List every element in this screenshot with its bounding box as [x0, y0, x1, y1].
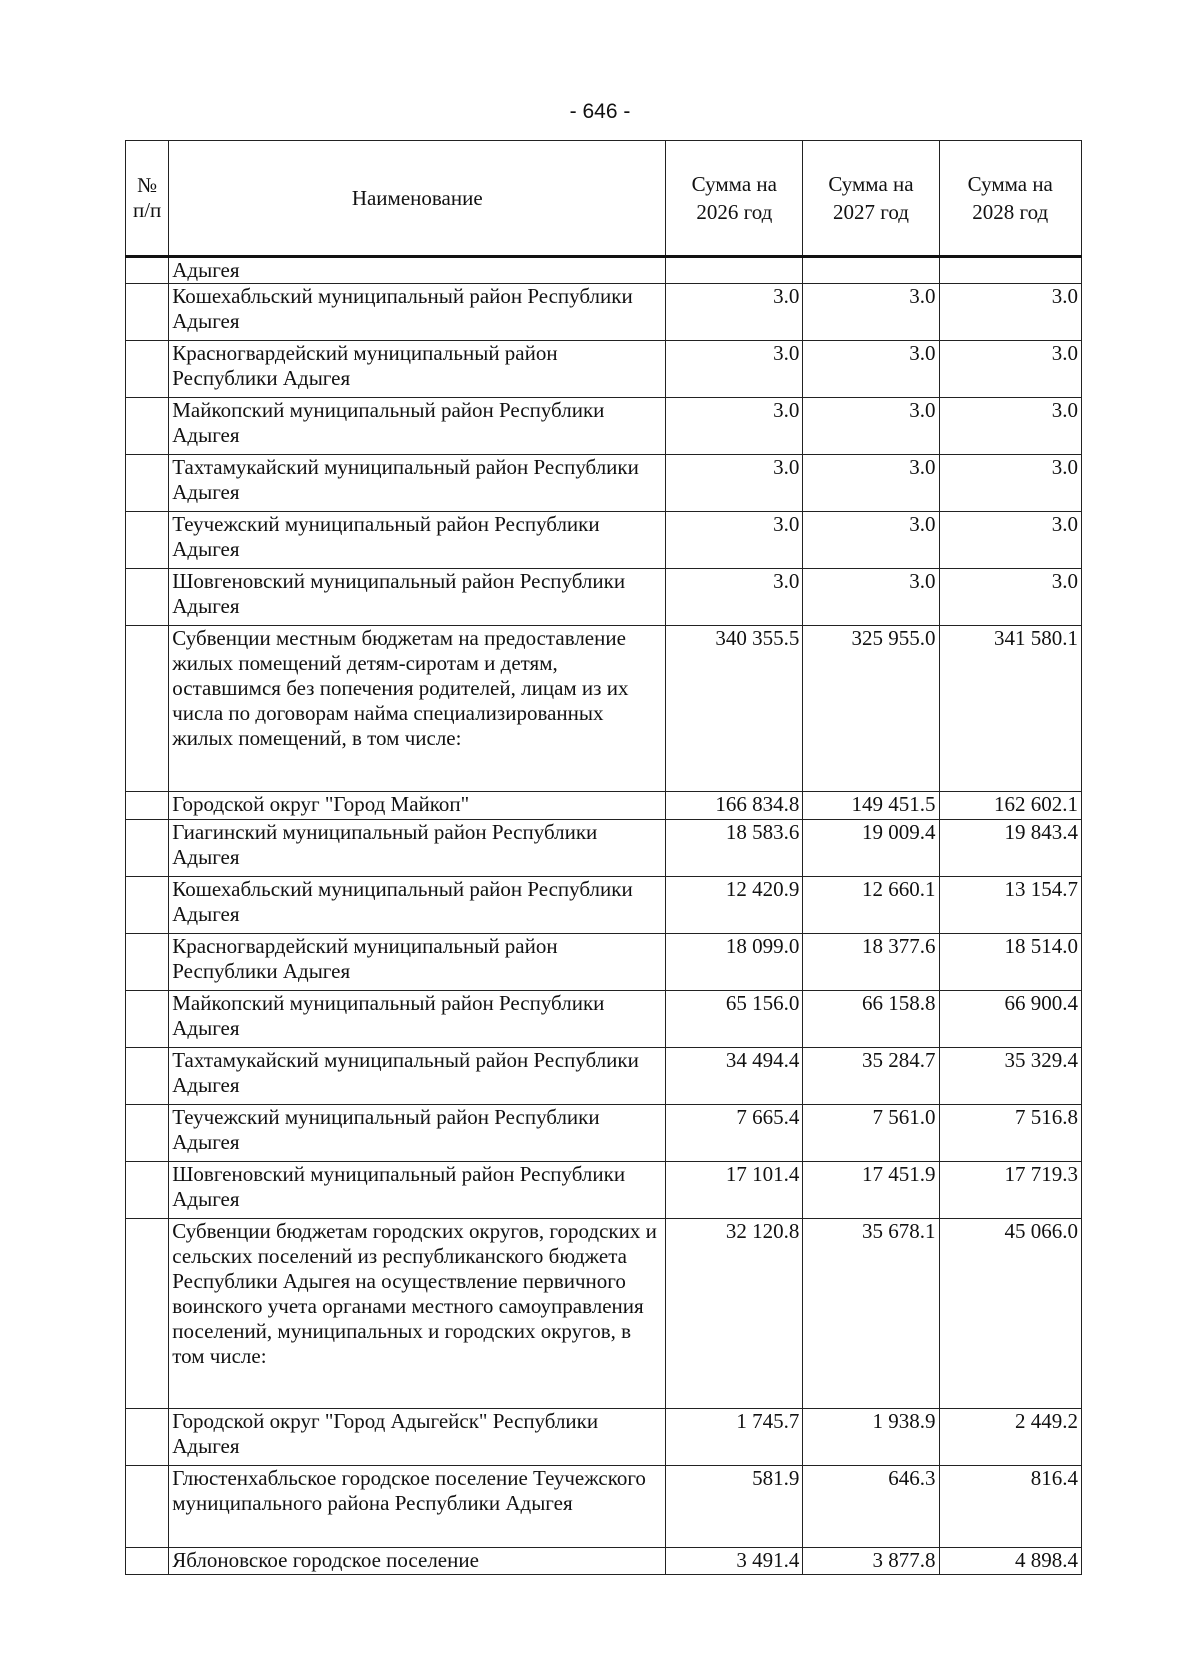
table-row [126, 877, 1082, 934]
value-2028-cell [939, 257, 1081, 284]
table-row [126, 1466, 1082, 1548]
table-body [126, 257, 1082, 1575]
row-number-cell [126, 1548, 169, 1575]
value-2027-cell: 1 938.9 [803, 1409, 939, 1466]
value-2028-cell: 4 898.4 [939, 1548, 1081, 1575]
value-2028-cell: 35 329.4 [939, 1048, 1081, 1105]
value-2028-cell: 816.4 [939, 1466, 1081, 1548]
value-2026-cell: 3 491.4 [666, 1548, 803, 1575]
row-number-cell [126, 934, 169, 991]
row-name-cell: Теучежский муниципальный район Республики Адыгея [169, 512, 666, 569]
value-2027-cell: 3.0 [803, 512, 939, 569]
table-row [126, 512, 1082, 569]
row-name-cell: Городской округ "Город Майкоп" [169, 792, 666, 820]
value-2026-cell [666, 257, 803, 284]
table-row [126, 398, 1082, 455]
row-number-cell [126, 569, 169, 626]
value-2027-cell: 3.0 [803, 569, 939, 626]
value-2026-cell: 18 099.0 [666, 934, 803, 991]
table-row [126, 341, 1082, 398]
value-2026-cell: 65 156.0 [666, 991, 803, 1048]
value-2027-cell: 3.0 [803, 398, 939, 455]
row-name-cell: Тахтамукайский муниципальный район Республики Адыгея [169, 1048, 666, 1105]
value-2026-cell: 340 355.5 [666, 626, 803, 792]
value-2027-cell [803, 257, 939, 284]
row-name-cell: Тахтамукайский муниципальный район Республики Адыгея [169, 455, 666, 512]
value-2026-cell: 17 101.4 [666, 1162, 803, 1219]
value-2026-cell: 581.9 [666, 1466, 803, 1548]
row-number-cell [126, 1162, 169, 1219]
value-2028-cell: 3.0 [939, 341, 1081, 398]
value-2027-cell: 149 451.5 [803, 792, 939, 820]
row-name-cell: Майкопский муниципальный район Республики Адыгея [169, 991, 666, 1048]
row-name-cell: Кошехабльский муниципальный район Республики Адыгея [169, 284, 666, 341]
table-row [126, 1162, 1082, 1219]
value-2027-cell: 66 158.8 [803, 991, 939, 1048]
value-2028-cell: 7 516.8 [939, 1105, 1081, 1162]
value-2027-cell: 3.0 [803, 455, 939, 512]
value-2028-cell: 19 843.4 [939, 820, 1081, 877]
row-name-cell: Шовгеновский муниципальный район Республики Адыгея [169, 1162, 666, 1219]
row-number-cell [126, 512, 169, 569]
row-number-cell [126, 341, 169, 398]
row-number-cell [126, 991, 169, 1048]
value-2026-cell: 32 120.8 [666, 1219, 803, 1409]
row-number-cell [126, 1409, 169, 1466]
row-name-cell: Глюстенхабльское городское поселение Теучежского муниципального района Республики Адыгея [169, 1466, 666, 1548]
row-number-cell [126, 626, 169, 792]
value-2028-cell: 45 066.0 [939, 1219, 1081, 1409]
row-number-cell [126, 455, 169, 512]
row-name-cell: Красногвардейский муниципальный район Республики Адыгея [169, 341, 666, 398]
row-name-cell: Субвенции местным бюджетам на предоставление жилых помещений детям-сиротам и детям, оставшимся без попечения родителей, лицам из их числа по договорам найма специализированных жилых помещений, в том числе: [169, 626, 666, 792]
table-row [126, 569, 1082, 626]
value-2027-cell: 35 678.1 [803, 1219, 939, 1409]
value-2028-cell: 17 719.3 [939, 1162, 1081, 1219]
value-2028-cell: 341 580.1 [939, 626, 1081, 792]
row-name-cell: Яблоновское городское поселение [169, 1548, 666, 1575]
row-name-cell: Городской округ "Город Адыгейск" Республики Адыгея [169, 1409, 666, 1466]
value-2026-cell: 3.0 [666, 284, 803, 341]
value-2028-cell: 3.0 [939, 512, 1081, 569]
column-header-name: Наименование [169, 141, 666, 257]
row-name-cell: Шовгеновский муниципальный район Республики Адыгея [169, 569, 666, 626]
row-name-cell: Адыгея [169, 257, 666, 284]
row-name-cell: Субвенции бюджетам городских округов, городских и сельских поселений из республиканского бюджета Республики Адыгея на осуществление первичного воинского учета органами местного самоуправления поселений, муниципальных и городских округов, в том числе: [169, 1219, 666, 1409]
row-name-cell: Теучежский муниципальный район Республики Адыгея [169, 1105, 666, 1162]
table-row [126, 1548, 1082, 1575]
row-number-cell [126, 1105, 169, 1162]
value-2027-cell: 35 284.7 [803, 1048, 939, 1105]
value-2027-cell: 12 660.1 [803, 877, 939, 934]
row-number-cell [126, 792, 169, 820]
value-2027-cell: 17 451.9 [803, 1162, 939, 1219]
table-row [126, 626, 1082, 792]
value-2028-cell: 66 900.4 [939, 991, 1081, 1048]
value-2027-cell: 19 009.4 [803, 820, 939, 877]
value-2026-cell: 3.0 [666, 398, 803, 455]
value-2028-cell: 3.0 [939, 455, 1081, 512]
table-row [126, 792, 1082, 820]
budget-table [125, 140, 1082, 1575]
value-2026-cell: 12 420.9 [666, 877, 803, 934]
page-number: - 646 - [569, 100, 631, 123]
value-2026-cell: 3.0 [666, 341, 803, 398]
value-2028-cell: 18 514.0 [939, 934, 1081, 991]
row-number-cell [126, 1466, 169, 1548]
value-2027-cell: 18 377.6 [803, 934, 939, 991]
value-2027-cell: 3.0 [803, 284, 939, 341]
value-2027-cell: 646.3 [803, 1466, 939, 1548]
table-header-row [126, 141, 1082, 257]
table-row [126, 991, 1082, 1048]
value-2028-cell: 3.0 [939, 569, 1081, 626]
value-2026-cell: 18 583.6 [666, 820, 803, 877]
value-2028-cell: 2 449.2 [939, 1409, 1081, 1466]
column-header-number: № п/п [126, 141, 169, 257]
table-row [126, 1048, 1082, 1105]
row-name-cell: Майкопский муниципальный район Республики Адыгея [169, 398, 666, 455]
value-2027-cell: 3.0 [803, 341, 939, 398]
table-row [126, 284, 1082, 341]
value-2026-cell: 3.0 [666, 455, 803, 512]
value-2028-cell: 162 602.1 [939, 792, 1081, 820]
value-2027-cell: 3 877.8 [803, 1548, 939, 1575]
row-number-cell [126, 284, 169, 341]
row-number-cell [126, 1048, 169, 1105]
row-name-cell: Гиагинский муниципальный район Республики Адыгея [169, 820, 666, 877]
value-2027-cell: 7 561.0 [803, 1105, 939, 1162]
value-2026-cell: 166 834.8 [666, 792, 803, 820]
row-name-cell: Кошехабльский муниципальный район Республики Адыгея [169, 877, 666, 934]
column-header-2028: Сумма на 2028 год [939, 141, 1081, 257]
value-2026-cell: 3.0 [666, 512, 803, 569]
value-2026-cell: 1 745.7 [666, 1409, 803, 1466]
row-number-cell [126, 398, 169, 455]
row-name-cell: Красногвардейский муниципальный район Республики Адыгея [169, 934, 666, 991]
table-row [126, 257, 1082, 284]
row-number-cell [126, 257, 169, 284]
value-2028-cell: 13 154.7 [939, 877, 1081, 934]
value-2026-cell: 3.0 [666, 569, 803, 626]
table-row [126, 1219, 1082, 1409]
value-2027-cell: 325 955.0 [803, 626, 939, 792]
value-2028-cell: 3.0 [939, 284, 1081, 341]
value-2028-cell: 3.0 [939, 398, 1081, 455]
table-row [126, 455, 1082, 512]
table-row [126, 934, 1082, 991]
row-number-cell [126, 877, 169, 934]
table-row [126, 1105, 1082, 1162]
column-header-2026: Сумма на 2026 год [666, 141, 803, 257]
table-row [126, 820, 1082, 877]
row-number-cell [126, 820, 169, 877]
value-2026-cell: 7 665.4 [666, 1105, 803, 1162]
table-row [126, 1409, 1082, 1466]
column-header-2027: Сумма на 2027 год [803, 141, 939, 257]
row-number-cell [126, 1219, 169, 1409]
value-2026-cell: 34 494.4 [666, 1048, 803, 1105]
